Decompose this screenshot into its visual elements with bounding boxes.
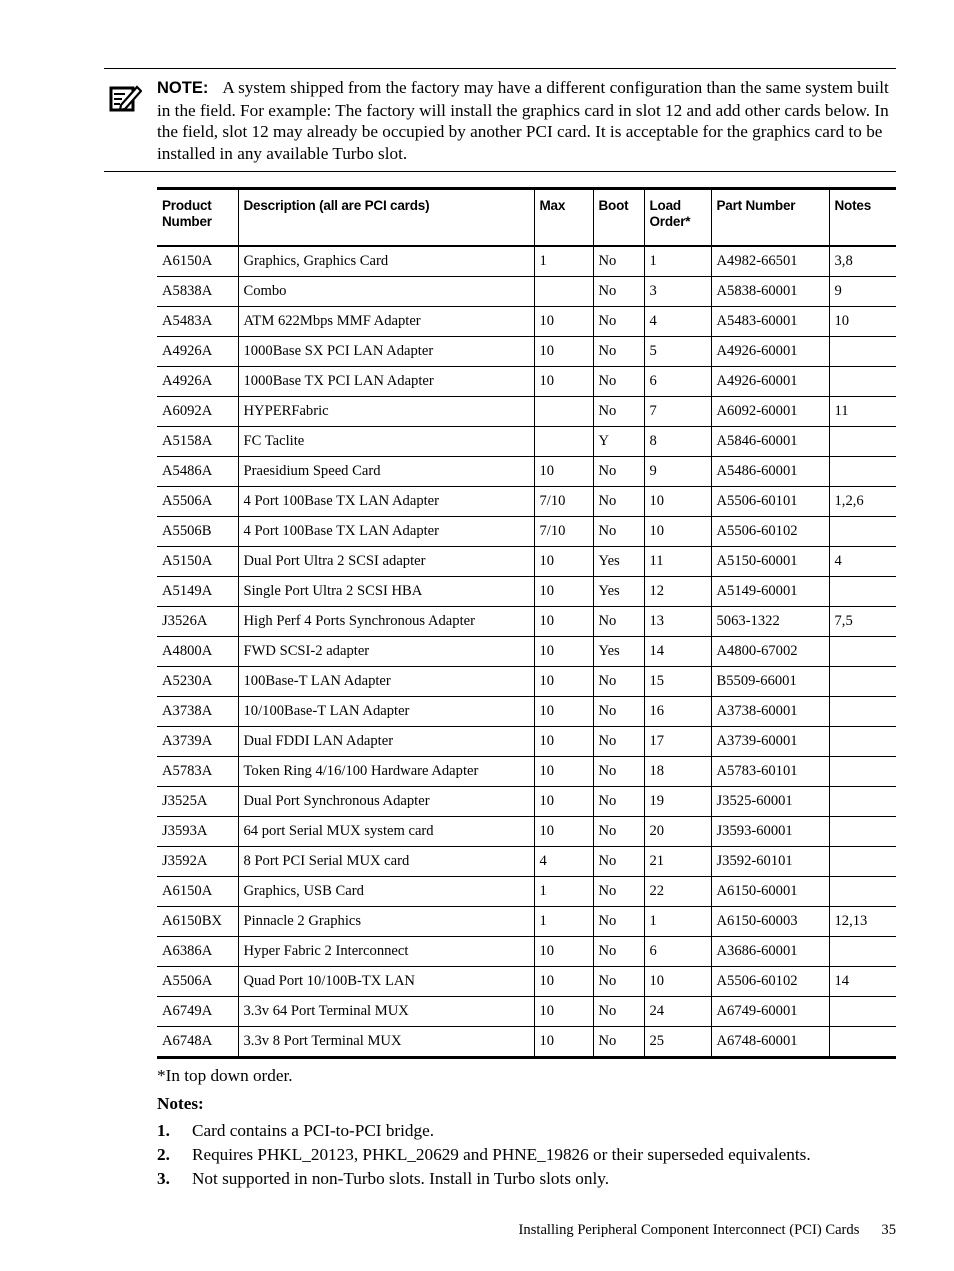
table-cell: 6	[644, 937, 711, 967]
table-cell	[829, 667, 896, 697]
table-cell: HYPERFabric	[238, 397, 534, 427]
table-row	[157, 577, 896, 607]
table-cell: FWD SCSI-2 adapter	[238, 637, 534, 667]
column-header: Description (all are PCI cards)	[238, 189, 534, 247]
column-header: Notes	[829, 189, 896, 247]
table-row	[157, 937, 896, 967]
column-header: Load Order*	[644, 189, 711, 247]
table-cell: 9	[829, 277, 896, 307]
table-row	[157, 997, 896, 1027]
table-cell: Dual FDDI LAN Adapter	[238, 727, 534, 757]
table-cell: No	[593, 367, 644, 397]
note-label: NOTE:	[157, 79, 209, 97]
table-cell: A3738-60001	[711, 697, 829, 727]
column-header: Boot	[593, 189, 644, 247]
note-item	[157, 1120, 811, 1144]
table-cell: 10	[534, 997, 593, 1027]
table-cell: 15	[644, 667, 711, 697]
table-cell: A5783-60101	[711, 757, 829, 787]
note-item-text: Card contains a PCI-to-PCI bridge.	[192, 1121, 435, 1140]
table-row	[157, 757, 896, 787]
table-cell: A5506-60101	[711, 487, 829, 517]
table-cell: 1,2,6	[829, 487, 896, 517]
table-cell: A6150-60003	[711, 907, 829, 937]
table-cell: J3592A	[157, 847, 238, 877]
table-cell: 10	[644, 487, 711, 517]
table-cell	[829, 847, 896, 877]
table-cell: 8 Port PCI Serial MUX card	[238, 847, 534, 877]
table-cell: 1	[644, 907, 711, 937]
table-cell: A3738A	[157, 697, 238, 727]
table-cell	[534, 427, 593, 457]
table-cell: A6150A	[157, 877, 238, 907]
table-cell: A5483A	[157, 307, 238, 337]
table-cell: 8	[644, 427, 711, 457]
table-cell	[829, 577, 896, 607]
table-cell	[829, 457, 896, 487]
table-row	[157, 907, 896, 937]
table-cell: A5506-60102	[711, 517, 829, 547]
table-row	[157, 337, 896, 367]
table-cell: 14	[644, 637, 711, 667]
table-cell: A5150A	[157, 547, 238, 577]
table-cell: A5506A	[157, 967, 238, 997]
table-cell	[829, 1027, 896, 1058]
table-cell	[829, 517, 896, 547]
table-cell: A6749-60001	[711, 997, 829, 1027]
table-cell: 22	[644, 877, 711, 907]
footnote: *In top down order.	[157, 1066, 293, 1085]
table-cell: A5838A	[157, 277, 238, 307]
table-cell: Y	[593, 427, 644, 457]
table-cell: 21	[644, 847, 711, 877]
table-cell: 1	[644, 246, 711, 277]
table-cell	[829, 427, 896, 457]
note-item-text: Not supported in non-Turbo slots. Install in Turbo slots only.	[192, 1169, 610, 1188]
table-cell: A4800-67002	[711, 637, 829, 667]
table-cell: 5	[644, 337, 711, 367]
table-cell: No	[593, 307, 644, 337]
table-cell: A6150-60001	[711, 877, 829, 907]
table-cell: No	[593, 847, 644, 877]
table-cell: No	[593, 397, 644, 427]
table-cell: A5506B	[157, 517, 238, 547]
table-cell: Single Port Ultra 2 SCSI HBA	[238, 577, 534, 607]
table-row	[157, 967, 896, 997]
table-row	[157, 277, 896, 307]
table-cell: No	[593, 517, 644, 547]
table-row	[157, 547, 896, 577]
table-cell: High Perf 4 Ports Synchronous Adapter	[238, 607, 534, 637]
page-footer	[519, 1222, 896, 1239]
note-item	[157, 1144, 811, 1168]
note-item-number: 3.	[157, 1169, 170, 1188]
table-cell: A5486A	[157, 457, 238, 487]
table-cell: 18	[644, 757, 711, 787]
table-cell: 10	[534, 787, 593, 817]
table-cell: 19	[644, 787, 711, 817]
table-cell: No	[593, 246, 644, 277]
note-item	[157, 1168, 811, 1192]
table-cell: 10	[534, 337, 593, 367]
note-text	[157, 77, 896, 165]
table-cell: J3525A	[157, 787, 238, 817]
column-header: Product Number	[157, 189, 238, 247]
table-cell: No	[593, 607, 644, 637]
table-cell: 4 Port 100Base TX LAN Adapter	[238, 487, 534, 517]
table-cell	[829, 697, 896, 727]
table-cell: J3593A	[157, 817, 238, 847]
table-cell: No	[593, 277, 644, 307]
table-row	[157, 847, 896, 877]
table-cell: No	[593, 967, 644, 997]
table-cell: 10	[534, 637, 593, 667]
table-cell	[829, 817, 896, 847]
table-row	[157, 397, 896, 427]
table-cell	[829, 787, 896, 817]
table-cell: No	[593, 727, 644, 757]
table-cell	[829, 757, 896, 787]
table-cell: 3.3v 64 Port Terminal MUX	[238, 997, 534, 1027]
table-cell	[829, 367, 896, 397]
table-cell: 10	[534, 757, 593, 787]
table-cell: Token Ring 4/16/100 Hardware Adapter	[238, 757, 534, 787]
table-cell: A6092A	[157, 397, 238, 427]
table-cell: A4926A	[157, 367, 238, 397]
table-cell: B5509-66001	[711, 667, 829, 697]
table-cell: Dual Port Ultra 2 SCSI adapter	[238, 547, 534, 577]
table-cell: J3526A	[157, 607, 238, 637]
table-cell: 10	[534, 817, 593, 847]
table-cell: Graphics, USB Card	[238, 877, 534, 907]
column-header: Part Number	[711, 189, 829, 247]
table-cell: No	[593, 877, 644, 907]
table-cell: 10	[534, 307, 593, 337]
table-cell: 10	[829, 307, 896, 337]
table-cell: No	[593, 1027, 644, 1058]
table-cell: A5149-60001	[711, 577, 829, 607]
notes-list	[157, 1120, 811, 1192]
table-cell: A5158A	[157, 427, 238, 457]
table-cell: No	[593, 697, 644, 727]
table-cell: 1	[534, 907, 593, 937]
table-cell: A5230A	[157, 667, 238, 697]
table-row	[157, 817, 896, 847]
notes-title: Notes:	[157, 1094, 204, 1113]
table-cell: 4	[534, 847, 593, 877]
table-cell: 10	[534, 607, 593, 637]
table-row	[157, 307, 896, 337]
footer-title: Installing Peripheral Component Interconnect (PCI) Cards	[518, 1222, 860, 1238]
table-cell: A5506A	[157, 487, 238, 517]
table-row	[157, 457, 896, 487]
pci-cards-table	[157, 187, 896, 1059]
table-cell: 10	[534, 937, 593, 967]
note-item-number: 1.	[157, 1121, 170, 1140]
table-cell: 7,5	[829, 607, 896, 637]
table-cell	[829, 337, 896, 367]
table-cell: 1	[534, 246, 593, 277]
table-cell: A5486-60001	[711, 457, 829, 487]
table-cell: 3	[644, 277, 711, 307]
table-cell: A6150A	[157, 246, 238, 277]
table-cell: 13	[644, 607, 711, 637]
table-cell: 11	[829, 397, 896, 427]
table-row	[157, 487, 896, 517]
table-cell: 10	[534, 697, 593, 727]
table-cell: A6092-60001	[711, 397, 829, 427]
table-row	[157, 637, 896, 667]
page-number: 35	[881, 1222, 896, 1238]
table-cell: A6150BX	[157, 907, 238, 937]
table-cell: 3,8	[829, 246, 896, 277]
table-cell: 14	[829, 967, 896, 997]
table-cell	[829, 937, 896, 967]
table-cell: Graphics, Graphics Card	[238, 246, 534, 277]
table-cell: A6386A	[157, 937, 238, 967]
table-cell: A6749A	[157, 997, 238, 1027]
table-cell: 10	[534, 367, 593, 397]
table-cell: No	[593, 667, 644, 697]
table-body	[157, 246, 896, 1058]
table-cell: 10	[644, 967, 711, 997]
table-cell: A6748-60001	[711, 1027, 829, 1058]
table-cell: 10	[534, 457, 593, 487]
table-cell: 16	[644, 697, 711, 727]
table-cell: 24	[644, 997, 711, 1027]
table-cell	[534, 277, 593, 307]
table-cell: No	[593, 487, 644, 517]
table-cell: 10	[534, 727, 593, 757]
table-row	[157, 877, 896, 907]
table-header-row	[157, 189, 896, 247]
table-cell: 6	[644, 367, 711, 397]
table-cell: 1000Base TX PCI LAN Adapter	[238, 367, 534, 397]
table-cell	[829, 877, 896, 907]
table-cell: 10	[534, 967, 593, 997]
table-cell: 7	[644, 397, 711, 427]
table-row	[157, 427, 896, 457]
table-cell: 10	[644, 517, 711, 547]
table-cell: 1	[534, 877, 593, 907]
table-cell: A3739A	[157, 727, 238, 757]
table-cell	[829, 637, 896, 667]
table-cell: A5506-60102	[711, 967, 829, 997]
table-cell: Pinnacle 2 Graphics	[238, 907, 534, 937]
table-cell: A3686-60001	[711, 937, 829, 967]
table-row	[157, 607, 896, 637]
table-cell: 64 port Serial MUX system card	[238, 817, 534, 847]
table-cell: J3525-60001	[711, 787, 829, 817]
table-cell: 1000Base SX PCI LAN Adapter	[238, 337, 534, 367]
table-row	[157, 697, 896, 727]
table-cell: Yes	[593, 637, 644, 667]
table-cell: J3593-60001	[711, 817, 829, 847]
table-cell: 4	[644, 307, 711, 337]
table-cell: 10/100Base-T LAN Adapter	[238, 697, 534, 727]
table-cell: A5483-60001	[711, 307, 829, 337]
table-cell: 7/10	[534, 487, 593, 517]
table-cell: Praesidium Speed Card	[238, 457, 534, 487]
table-cell: Combo	[238, 277, 534, 307]
table-cell: 10	[534, 577, 593, 607]
table-cell: 20	[644, 817, 711, 847]
table-cell: 100Base-T LAN Adapter	[238, 667, 534, 697]
note-body: A system shipped from the factory may have a different configuration than the same system built in the field. For example: The factory will install the graphics card in slot 12 and add other cards below. In the field, slot 12 may already be occupied by another PCI card. It is acceptable for the graphics card to be installed in any available Turbo slot.	[157, 78, 889, 164]
table-cell: A5838-60001	[711, 277, 829, 307]
table-cell: 25	[644, 1027, 711, 1058]
table-cell: 3.3v 8 Port Terminal MUX	[238, 1027, 534, 1058]
table-row	[157, 787, 896, 817]
table-cell: 5063-1322	[711, 607, 829, 637]
table-cell: A4926A	[157, 337, 238, 367]
table-cell	[829, 997, 896, 1027]
table-cell: A3739-60001	[711, 727, 829, 757]
table-cell: 9	[644, 457, 711, 487]
table-cell: A5150-60001	[711, 547, 829, 577]
table-cell: Dual Port Synchronous Adapter	[238, 787, 534, 817]
table-cell: A5149A	[157, 577, 238, 607]
table-cell: A4982-66501	[711, 246, 829, 277]
table-row	[157, 246, 896, 277]
table-cell: No	[593, 817, 644, 847]
table-cell: A4926-60001	[711, 367, 829, 397]
table-cell: No	[593, 757, 644, 787]
table-row	[157, 727, 896, 757]
table-cell: No	[593, 337, 644, 367]
table-cell	[534, 397, 593, 427]
note-pencil-icon	[108, 83, 142, 113]
table-cell: No	[593, 937, 644, 967]
table-cell: J3592-60101	[711, 847, 829, 877]
table-cell: 12,13	[829, 907, 896, 937]
table-cell: 7/10	[534, 517, 593, 547]
table-cell: 10	[534, 1027, 593, 1058]
table-cell: 11	[644, 547, 711, 577]
table-cell: A5846-60001	[711, 427, 829, 457]
note-box	[104, 68, 896, 172]
table-cell: 10	[534, 547, 593, 577]
table-row	[157, 517, 896, 547]
table-row	[157, 667, 896, 697]
table-cell: Yes	[593, 577, 644, 607]
table-cell: 12	[644, 577, 711, 607]
table-cell: No	[593, 787, 644, 817]
table-cell: 4	[829, 547, 896, 577]
table-cell: A6748A	[157, 1027, 238, 1058]
table-row	[157, 1027, 896, 1058]
table-cell: Hyper Fabric 2 Interconnect	[238, 937, 534, 967]
note-item-text: Requires PHKL_20123, PHKL_20629 and PHNE_19826 or their superseded equivalents.	[192, 1145, 811, 1164]
table-cell: No	[593, 457, 644, 487]
table-cell: 4 Port 100Base TX LAN Adapter	[238, 517, 534, 547]
table-cell: ATM 622Mbps MMF Adapter	[238, 307, 534, 337]
table-cell: 10	[534, 667, 593, 697]
note-item-number: 2.	[157, 1145, 170, 1164]
table-cell: No	[593, 997, 644, 1027]
table-cell	[829, 727, 896, 757]
table-cell: A4926-60001	[711, 337, 829, 367]
table-cell: Quad Port 10/100B-TX LAN	[238, 967, 534, 997]
table-cell: A5783A	[157, 757, 238, 787]
column-header: Max	[534, 189, 593, 247]
table-cell: No	[593, 907, 644, 937]
table-cell: FC Taclite	[238, 427, 534, 457]
table-cell: Yes	[593, 547, 644, 577]
table-cell: 17	[644, 727, 711, 757]
table-cell: A4800A	[157, 637, 238, 667]
table-row	[157, 367, 896, 397]
